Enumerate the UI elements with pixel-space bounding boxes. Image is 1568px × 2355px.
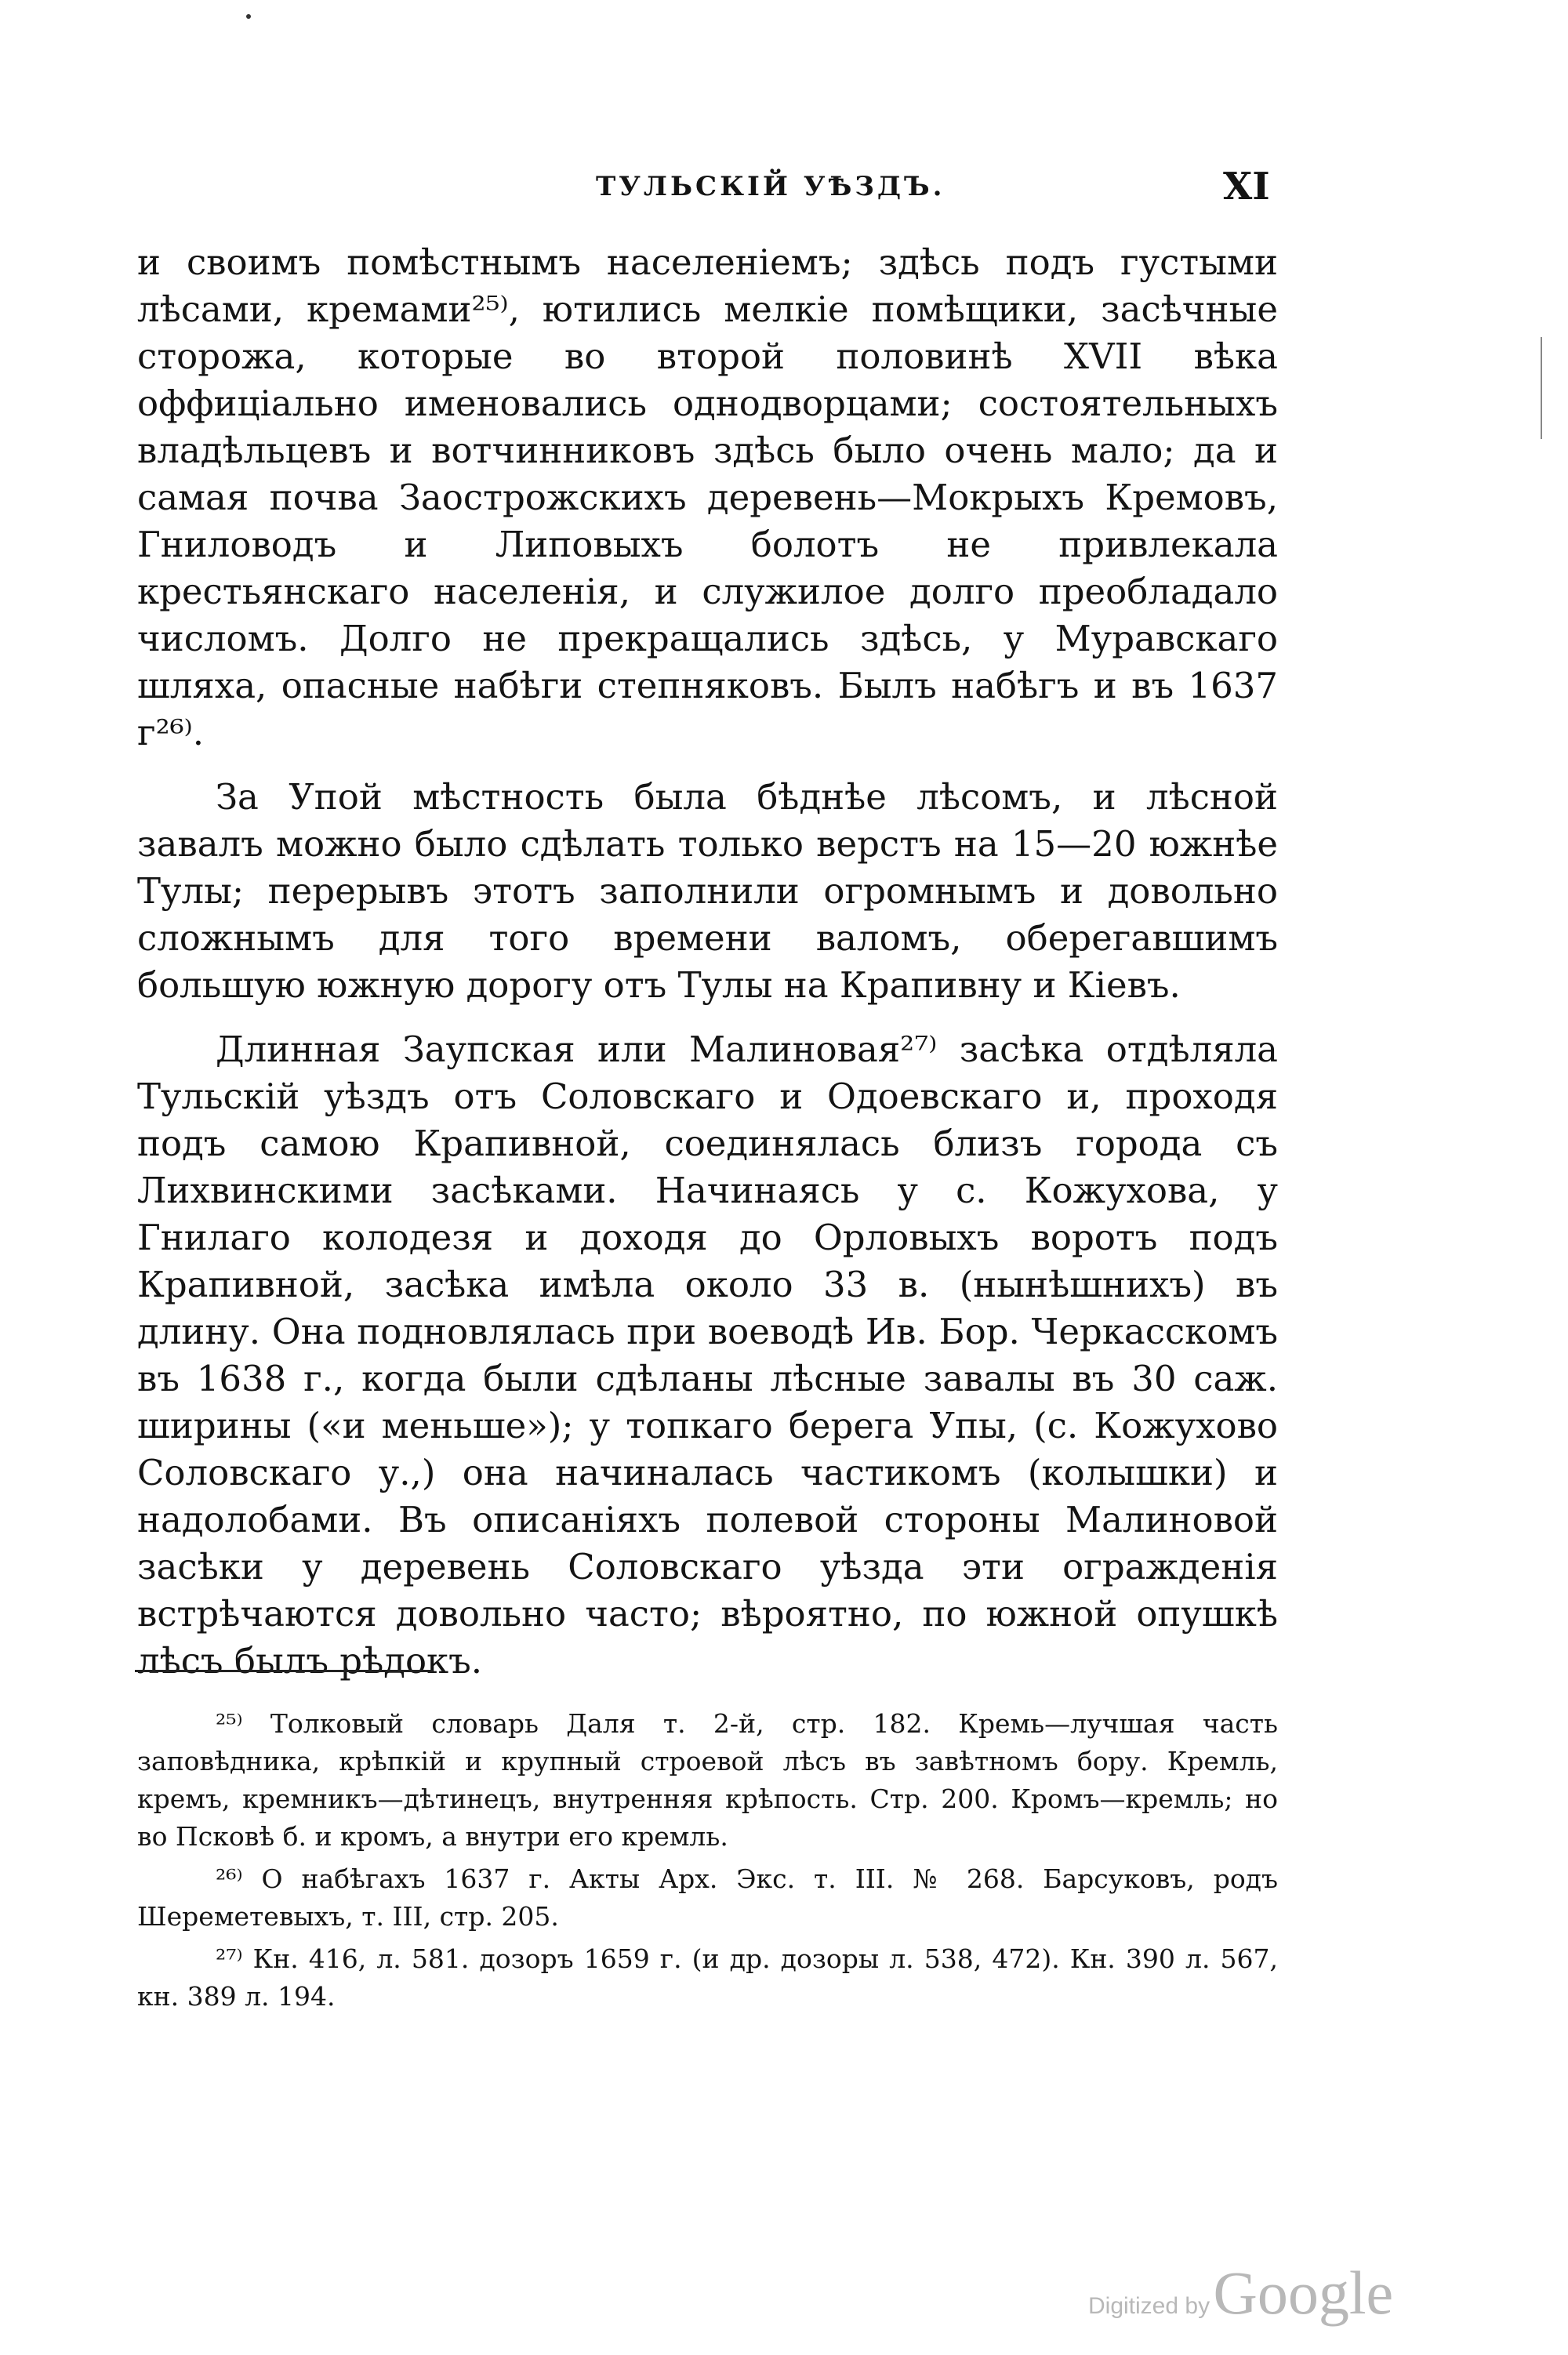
paragraph: За Упой мѣстность была бѣднѣе лѣсомъ, и лѣсной завалъ можно было сдѣлать только верстъ на 15—20 южнѣе Тулы; перерывъ этотъ заполнили огромнымъ и довольно сложнымъ для того времени валомъ, оберегавшимъ большую южную дорогу отъ Тулы на Крапивну и Кiевъ. xyxy=(137,776,1278,1006)
footnote-separator xyxy=(135,1670,433,1672)
paragraph: и своимъ помѣстнымъ населенiемъ; здѣсь подъ густыми лѣсами, кремами²⁵⁾, ютились мелкiе помѣщики, засѣчные сторожа, которые во второй половинѣ XVII вѣка оффицiально именовались однодворцами; состоятельныхъ владѣльцевъ и вотчинниковъ здѣсь было очень мало; да и самая почва Заострожскихъ деревень—Мокрыхъ Кремовъ, Гниловодъ и Липовыхъ болотъ не привлекала крестьянскаго населенiя, и служилое долго преобладало числомъ. Долго не прекращались здѣсь, у Муравскаго шляха, опасные набѣги степняковъ. Былъ набѣгъ и въ 1637 г²⁶⁾. xyxy=(137,241,1278,753)
page-number: XI xyxy=(1223,165,1270,209)
print-speck xyxy=(246,14,251,19)
footnote: ²⁵⁾ Толковый словарь Даля т. 2-й, стр. 182. Кремь—лучшая часть заповѣдника, крѣпкiй и крупный строевой лѣсъ въ завѣтномъ бору. Кремль, кремъ, кремникъ—дѣтинецъ, внутренняя крѣпость. Стр. 200. Кромъ—кремль; но во Псковѣ б. и кромъ, а внутри его кремль. xyxy=(137,1708,1278,1852)
digitized-watermark xyxy=(1088,2258,1393,2328)
paragraph: Длинная Заупская или Малиновая²⁷⁾ засѣка отдѣляла Тульскiй уѣздъ отъ Соловскаго и Одоевскаго и, проходя подъ самою Крапивной, соединялась близъ города съ Лихвинскими засѣками. Начинаясь у с. Кожухова, у Гнилаго колодезя и доходя до Орловыхъ воротъ подъ Крапивной, засѣка имѣла около 33 в. (нынѣшнихъ) въ длину. Она подновлялась при воеводѣ Ив. Бор. Черкасскомъ въ 1638 г., когда были сдѣланы лѣсные завалы въ 30 саж. ширины («и меньше»); у топкаго берега Упы, (с. Кожухово Соловскаго у.,) она начиналась частикомъ (колышки) и надолобами. Въ описанiяхъ полевой стороны Малиновой засѣки у деревень Соловскаго уѣзда эти огражденiя встрѣчаются довольно часто; вѣроятно, по южной опушкѣ лѣсъ былъ рѣдокъ. xyxy=(137,1029,1278,1682)
footnotes xyxy=(137,1705,1278,2020)
watermark-prefix: Digitized by xyxy=(1088,2293,1210,2319)
scan-edge-line xyxy=(1541,337,1542,439)
running-head: ТУЛЬСКIЙ УѢЗДЪ. xyxy=(596,171,946,202)
page-header xyxy=(0,165,1568,218)
main-text xyxy=(137,239,1278,1702)
google-logo: Google xyxy=(1213,2259,1394,2327)
footnote: ²⁷⁾ Кн. 416, л. 581. дозоръ 1659 г. (и др. дозоры л. 538, 472). Кн. 390 л. 567, кн. 389 л. 194. xyxy=(137,1943,1278,2012)
footnote: ²⁶⁾ О набѣгахъ 1637 г. Акты Арх. Экс. т. III. № 268. Барсуковъ, родъ Шереметевыхъ, т. III, стр. 205. xyxy=(137,1863,1278,1932)
